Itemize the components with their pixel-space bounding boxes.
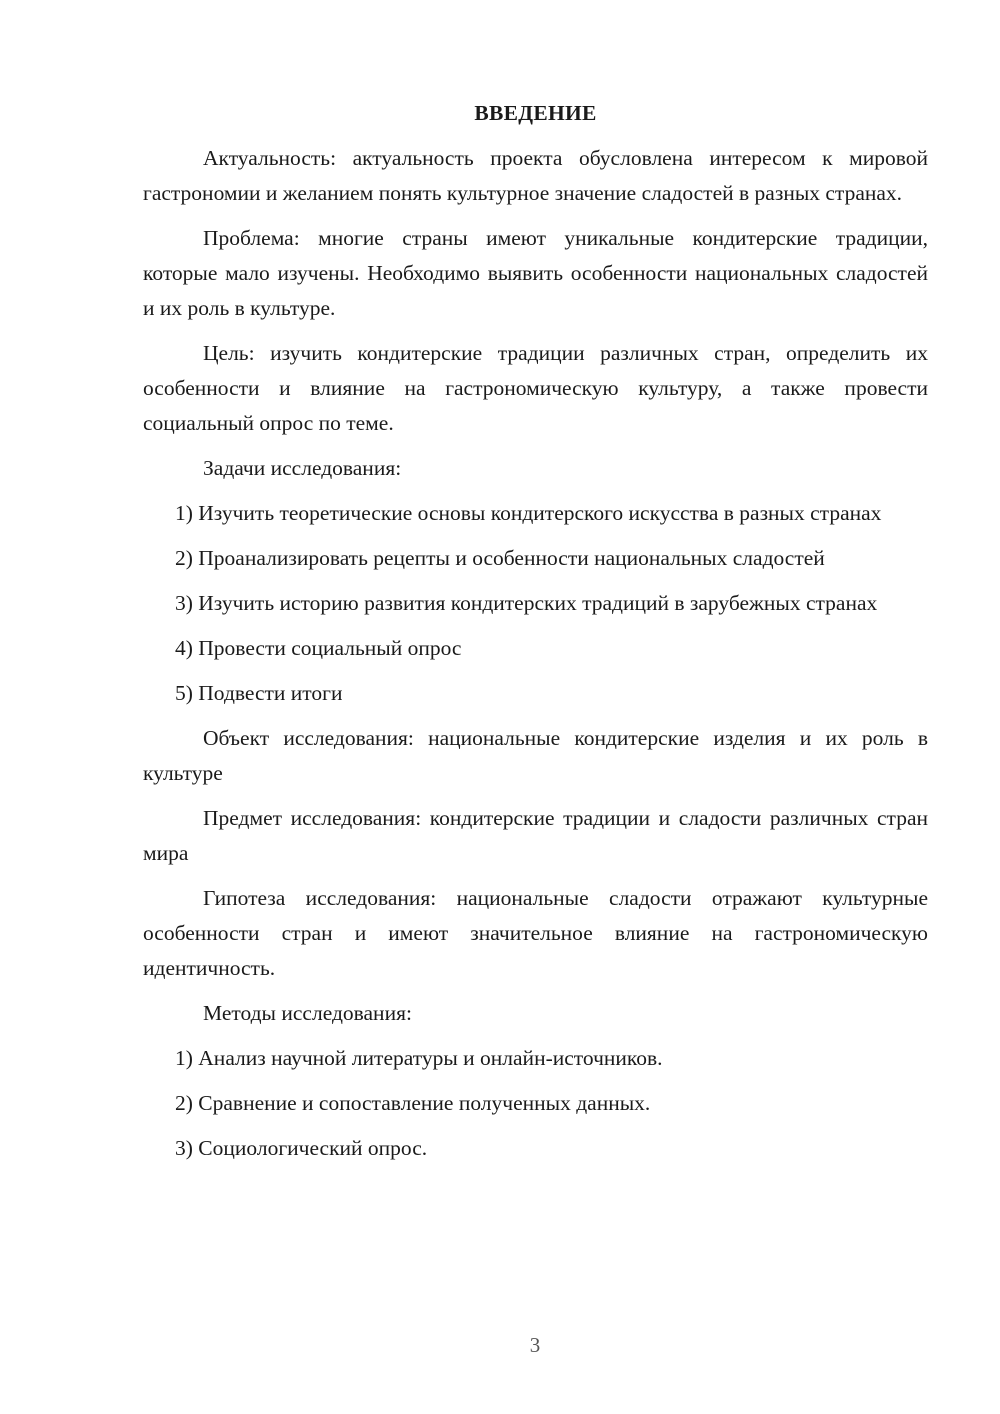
method-item: 2) Сравнение и сопоставление полученных данных. xyxy=(175,1091,651,1115)
document-page xyxy=(143,96,928,1176)
page-number: 3 xyxy=(529,1333,541,1357)
method-item: 1) Анализ научной литературы и онлайн-источников. xyxy=(175,1046,663,1070)
section-title: ВВЕДЕНИЕ xyxy=(474,101,597,125)
method-item: 3) Социологический опрос. xyxy=(175,1136,428,1160)
task-item: 5) Подвести итоги xyxy=(175,681,343,705)
methods-heading: Методы исследования: xyxy=(203,1001,412,1025)
task-item: 1) Изучить теоретические основы кондитерского искусства в разных странах xyxy=(175,501,882,525)
relevance-paragraph: Актуальность: актуальность проекта обусловлена интересом к мировой гастрономии и желанием понять культурное значение сладостей в разных странах. xyxy=(143,146,928,205)
tasks-heading: Задачи исследования: xyxy=(203,456,402,480)
task-item: 4) Провести социальный опрос xyxy=(175,636,462,660)
task-item: 3) Изучить историю развития кондитерских традиций в зарубежных странах xyxy=(175,591,878,615)
subject-paragraph: Предмет исследования: кондитерские традиции и сладости различных стран мира xyxy=(143,806,928,865)
goal-paragraph: Цель: изучить кондитерские традиции различных стран, определить их особенности и влияние на гастрономическую культуру, а также провести социальный опрос по теме. xyxy=(143,341,928,435)
hypothesis-paragraph: Гипотеза исследования: национальные сладости отражают культурные особенности стран и имеют значительное влияние на гастрономическую идентичность. xyxy=(143,886,928,980)
problem-paragraph: Проблема: многие страны имеют уникальные кондитерские традиции, которые мало изучены. Необходимо выявить особенности национальных сладостей и их роль в культуре. xyxy=(143,226,928,320)
object-paragraph: Объект исследования: национальные кондитерские изделия и их роль в культуре xyxy=(143,726,928,785)
task-item: 2) Проанализировать рецепты и особенности национальных сладостей xyxy=(175,546,825,570)
